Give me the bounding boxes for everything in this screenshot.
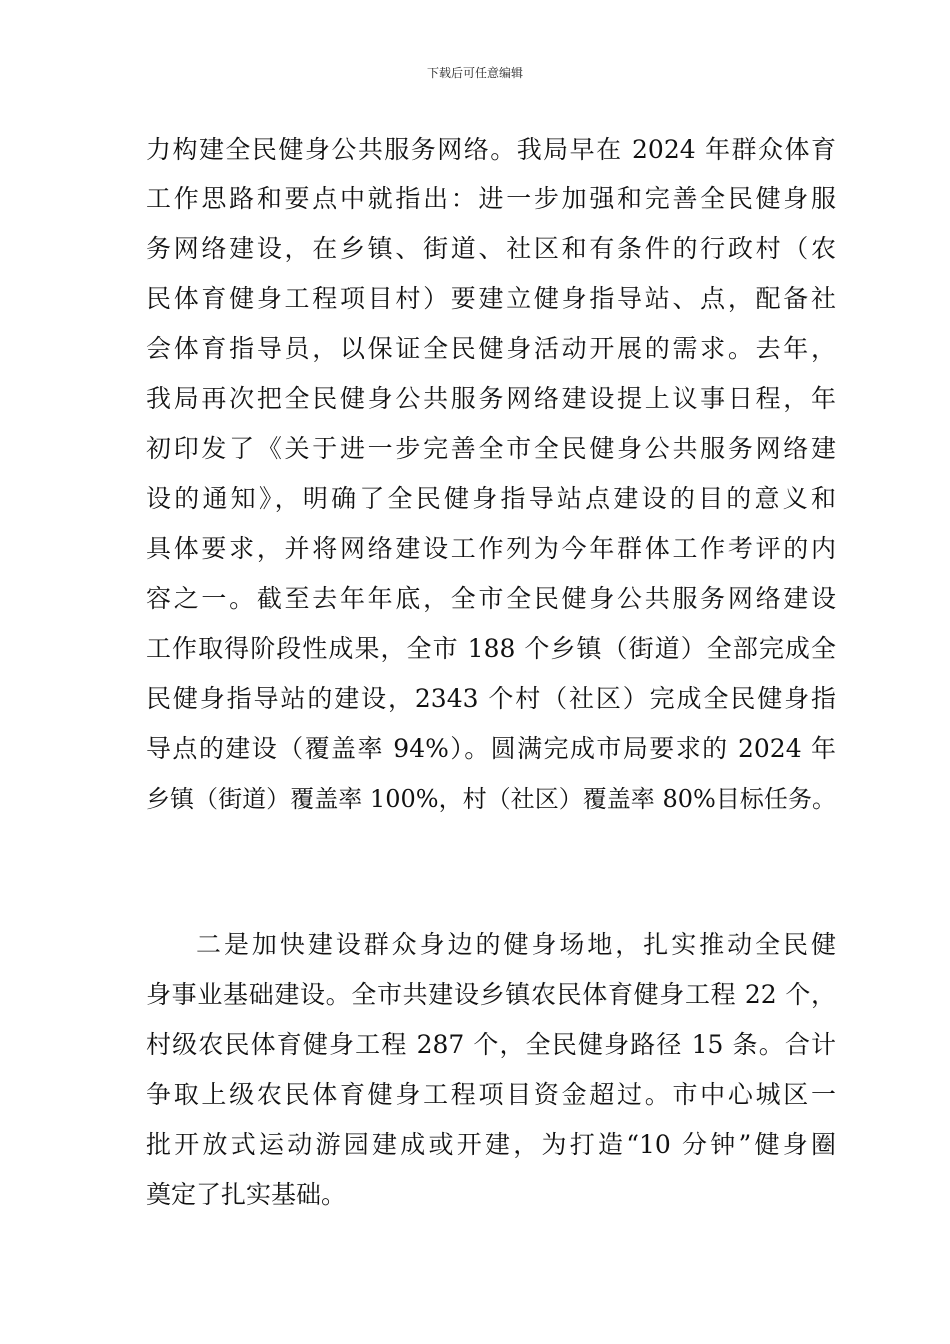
paragraph-line: 民健身指导站的建设，2343 个村（社区）完成全民健身指 bbox=[146, 684, 836, 713]
paragraph-line: 务网络建设，在乡镇、街道、社区和有条件的行政村（农 bbox=[146, 234, 836, 263]
paragraph-line: 二是加快建设群众身边的健身场地，扎实推动全民健 bbox=[196, 930, 836, 959]
paragraph-line: 设的通知》，明确了全民健身指导站点建设的目的意义和 bbox=[146, 484, 836, 513]
paragraph-line: 民体育健身工程项目村）要建立健身指导站、点，配备社 bbox=[146, 284, 836, 313]
paragraph-line: 我局再次把全民健身公共服务网络建设提上议事日程，年 bbox=[146, 384, 836, 413]
paragraph-line: 批开放式运动游园建成或开建，为打造“10 分钟”健身圈 bbox=[146, 1130, 836, 1159]
paragraph-line: 身事业基础建设。全市共建设乡镇农民体育健身工程 22 个， bbox=[146, 980, 836, 1009]
paragraph-line: 初印发了《关于进一步完善全市全民健身公共服务网络建 bbox=[146, 434, 836, 463]
paragraph-line: 具体要求，并将网络建设工作列为今年群体工作考评的内 bbox=[146, 534, 836, 563]
paragraph-line: 奠定了扎实基础。 bbox=[146, 1180, 347, 1209]
paragraph-line: 导点的建设（覆盖率 94%）。圆满完成市局要求的 2024 年 bbox=[146, 734, 836, 763]
paragraph-line: 乡镇（街道）覆盖率 100%，村（社区）覆盖率 80%目标任务。 bbox=[146, 785, 836, 813]
paragraph-line: 争取上级农民体育健身工程项目资金超过。市中心城区一 bbox=[146, 1080, 836, 1109]
paragraph-line: 力构建全民健身公共服务网络。我局早在 2024 年群众体育 bbox=[146, 135, 836, 164]
paragraph-line: 工作思路和要点中就指出：进一步加强和完善全民健身服 bbox=[146, 184, 836, 213]
paragraph-line: 容之一。截至去年年底，全市全民健身公共服务网络建设 bbox=[146, 584, 836, 613]
paragraph-line: 村级农民体育健身工程 287 个，全民健身路径 15 条。合计 bbox=[146, 1030, 836, 1059]
page-header: 下载后可任意编辑 bbox=[426, 66, 523, 80]
paragraph-line: 会体育指导员，以保证全民健身活动开展的需求。去年， bbox=[146, 334, 836, 363]
paragraph-line: 工作取得阶段性成果，全市 188 个乡镇（街道）全部完成全 bbox=[146, 634, 836, 663]
